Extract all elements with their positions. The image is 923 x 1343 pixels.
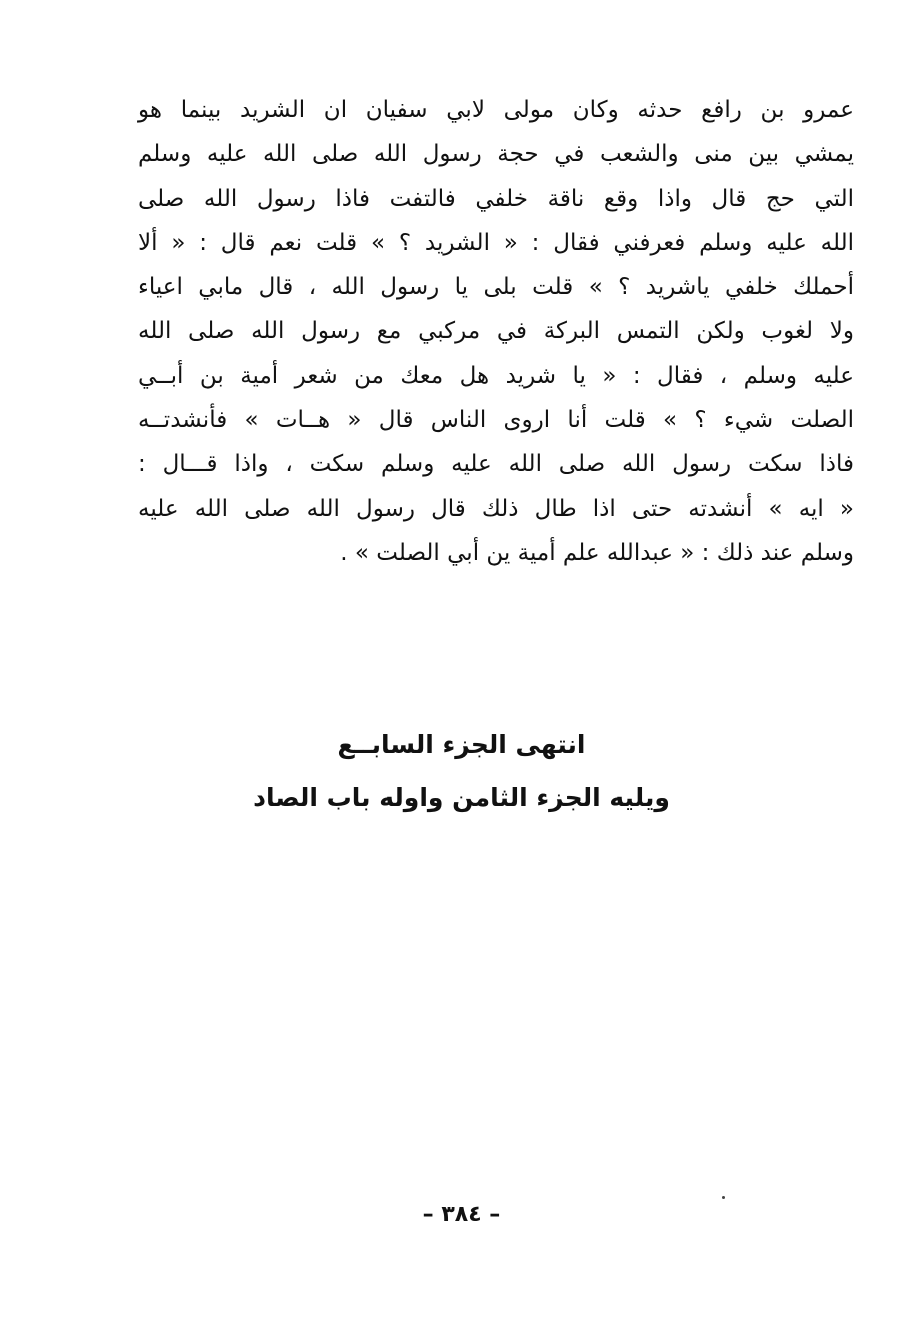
text-line: فاذا سكت رسول الله صلى الله عليه وسلم سكت ، واذا قـــال :: [138, 451, 854, 478]
text-line: وسلم عند ذلك : « عبدالله علم أمية ين أبي الصلت » .: [340, 539, 854, 566]
text-line: « ايه » أنشدته حتى اذا طال ذلك قال رسول الله صلى الله عليه: [138, 495, 854, 522]
text-line: التي حج قال واذا وقع ناقة خلفي فالتفت فاذا رسول الله صلى: [138, 185, 854, 212]
next-volume-note: ويليه الجزء الثامن واوله باب الصاد: [253, 783, 670, 812]
end-of-volume-heading: انتهى الجزء السابــع: [337, 730, 586, 759]
print-speck: [722, 1196, 725, 1199]
page-number: – ٣٨٤ –: [422, 1202, 501, 1227]
text-line: يمشي بين منى والشعب في حجة رسول الله صلى الله عليه وسلم: [138, 141, 854, 168]
text-line: أحملك خلفي ياشريد ؟ » قلت بلى يا رسول الله ، قال مابي اعياء: [138, 274, 854, 301]
text-line: الصلت شيء ؟ » قلت أنا اروى الناس قال « هــات » فأنشدتــه: [138, 407, 854, 434]
text-line: الله عليه وسلم فعرفني فقال : « الشريد ؟ » قلت نعم قال : « ألا: [138, 229, 854, 256]
main-paragraph: [138, 88, 854, 575]
text-line: عليه وسلم ، فقال : « يا شريد هل معك من شعر أمية بن أبــي: [138, 362, 854, 389]
text-line: ولا لغوب ولكن التمس البركة في مركبي مع رسول الله صلى الله: [138, 318, 854, 345]
text-line: عمرو بن رافع حدثه وكان مولى لابي سفيان ان الشريد بينما هو: [138, 97, 854, 123]
